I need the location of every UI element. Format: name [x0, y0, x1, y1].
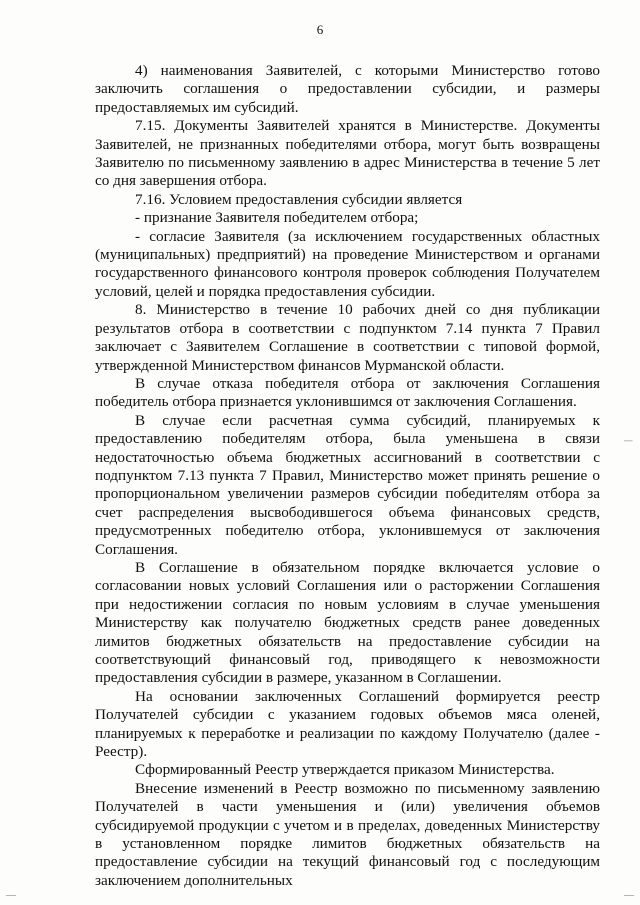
- paragraph-item-4: 4) наименования Заявителей, с которыми Министерство готово заключить соглашения о предоставлении субсидии, и размеры предоставляемых им субсидий.: [95, 62, 600, 116]
- list-item-winner: - признание Заявителя победителем отбора;: [135, 209, 419, 227]
- document-body: [95, 62, 600, 890]
- paragraph-registry-approval: Сформированный Реестр утверждается приказом Министерства.: [135, 761, 555, 779]
- paragraph-registry: На основании заключенных Соглашений формируется реестр Получателей субсидии с указанием годовых объемов мяса оленей, планируемых к переработке и реализации по каждому Получателю (далее - Реестр).: [95, 687, 600, 761]
- paragraph-reduction: В случае если расчетная сумма субсидий, планируемых к предоставлению победителям отбора, была уменьшена в связи недостаточностью объема бюджетных ассигнований в соответствии с подпунктом 7.13 пункта 7 Правил, Министерство может принять решение о пропорциональном увеличении размеров субсидии победителям отбора за счет распределения высвободившегося объема финансовых средств, предусмотренных победителю отбора, уклонившемуся от заключения Соглашения.: [95, 411, 600, 558]
- scan-corner-mark-left: —: [6, 890, 16, 901]
- scan-margin-mark: |: [624, 440, 634, 442]
- page-number: 6: [316, 22, 324, 37]
- paragraph-8: 8. Министерство в течение 10 рабочих дней со дня публикации результатов отбора в соответствии с подпунктом 7.14 пункта 7 Правил заключает с Заявителем Соглашение в соответствии с типовой формой, утвержденной Министерством финансов Мурманской области.: [95, 301, 600, 374]
- scan-corner-mark-right: —: [624, 890, 634, 901]
- paragraph-agreement-terms: В Соглашение в обязательном порядке включается условие о согласовании новых условий Соглашения или о расторжении Соглашения при недостижении согласия по новым условиям в случае уменьшения Министерству как получателю бюджетных средств ранее доведенных лимитов бюджетных обязательств на предоставление субсидии на соответствующий финансовый год, приводящего к невозможности предоставления субсидии в размере, указанном в Соглашении.: [95, 558, 600, 687]
- list-item-consent: - согласие Заявителя (за исключением государственных областных (муниципальных) предприятий) на проведение Министерством и органами государственного финансового контроля проверок соблюдения Получателем условий, целей и порядка предоставления субсидии.: [95, 227, 600, 300]
- paragraph-7-16: 7.16. Условием предоставления субсидии является: [135, 190, 463, 208]
- paragraph-registry-changes: Внесение изменений в Реестр возможно по письменному заявлению Получателей в части уменьшения и (или) увеличения объемов субсидируемой продукции с учетом и в пределах, доведенных Министерству в установленном порядке лимитов бюджетных обязательств на предоставление субсидии на текущий финансовый год с последующим заключением дополнительных: [95, 779, 600, 889]
- paragraph-7-15: 7.15. Документы Заявителей хранятся в Министерстве. Документы Заявителей, не признанных победителями отбора, могут быть возвращены Заявителю по письменному заявлению в адрес Министерства в течение 5 лет со дня завершения отбора.: [95, 117, 600, 190]
- paragraph-refusal: В случае отказа победителя отбора от заключения Соглашения победитель отбора признается уклонившимся от заключения Соглашения.: [95, 374, 600, 411]
